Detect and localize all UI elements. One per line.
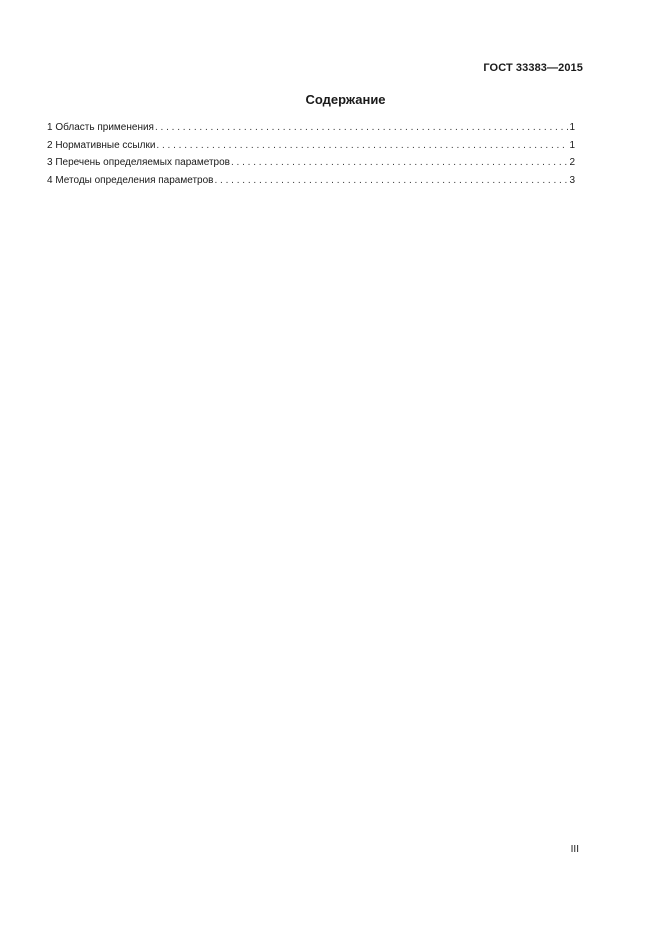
toc-leader-dots xyxy=(214,172,568,190)
toc-entry[interactable] xyxy=(47,154,575,172)
toc-entry-label: 1 Область применения xyxy=(47,122,154,133)
toc-entry-page: 1 xyxy=(569,122,575,133)
toc-entry[interactable] xyxy=(47,119,575,137)
standard-id-header: ГОСТ 33383—2015 xyxy=(483,62,583,74)
page-number: III xyxy=(570,844,579,855)
toc-entry-label: 2 Нормативные ссылки xyxy=(47,139,156,151)
toc-entry-label: 4 Методы определения параметров xyxy=(47,174,214,186)
toc-leader-dots xyxy=(156,137,568,155)
toc-entry-page: 2 xyxy=(569,157,575,168)
toc-leader-dots xyxy=(155,119,568,137)
toc-entry-label: 3 Перечень определяемых параметров xyxy=(47,157,230,168)
toc-title: Содержание xyxy=(305,92,386,107)
toc-entry[interactable] xyxy=(47,137,575,155)
toc-entry-page: 3 xyxy=(569,174,575,186)
toc-entry-page: 1 xyxy=(569,139,575,151)
toc-leader-dots xyxy=(231,154,568,172)
table-of-contents xyxy=(47,119,575,189)
toc-entry[interactable] xyxy=(47,172,575,190)
